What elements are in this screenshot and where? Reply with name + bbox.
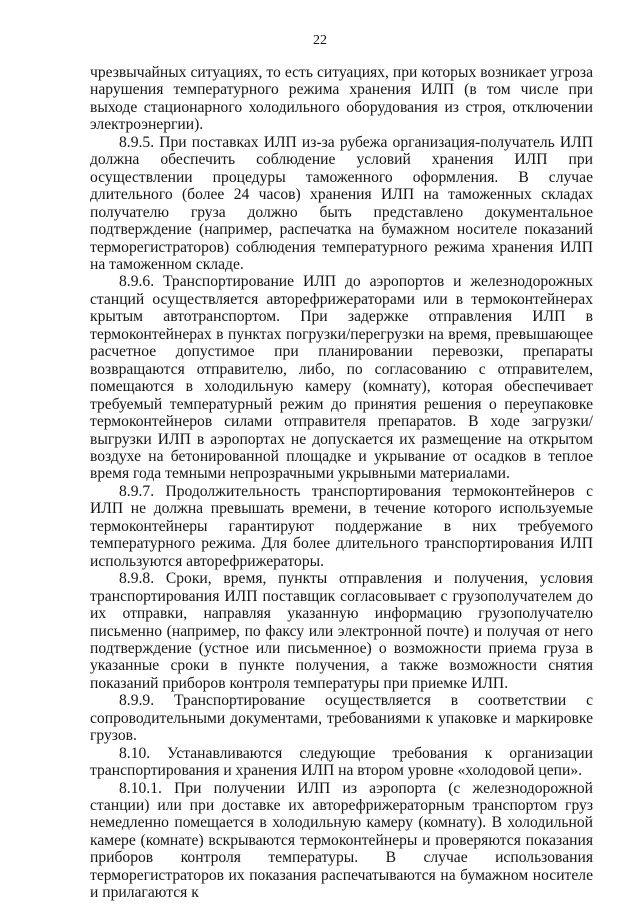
paragraph-8-9-8: 8.9.8. Сроки, время, пункты отправления и получения, условия транспортирования ИЛП поставщик согласовывает с грузополучателем до их отправки, направляя указанную информацию грузополучателю письменно (например, по факсу или электронной почте) и получая от него подтверждение (устное или письменное) о возможности приема груза в указанные сроки в пункте получения, а также возможности снятия показаний приборов контроля температуры при приемке ИЛП. [90,570,593,692]
paragraph-8-9-5: 8.9.5. При поставках ИЛП из-за рубежа организация-получатель ИЛП должна обеспечить соблюдение условий хранения ИЛП при осуществлении процедуры таможенного оформления. В случае длительного (более 24 часов) хранения ИЛП на таможенных складах получателю груза должно быть представлено документальное подтверждение (например, распечатка на бумажном носителе показаний терморегистраторов) соблюдения температурного режима хранения ИЛП на таможенном складе. [90,133,593,273]
page-number: 22 [313,33,327,48]
paragraph-continuation: чрезвычайных ситуациях, то есть ситуациях, при которых возникает угроза нарушения температурного режима хранения ИЛП (в том числе при выходе стационарного холодильного оборудования из строя, отключении электроэнергии). [90,64,593,134]
paragraph-8-10-1: 8.10.1. При получении ИЛП из аэропорта (с железнодорожной станции) или при доставке их авторефрижераторным транспортом груз немедленно помещается в холодильную камеру (комнату). В холодильной камере (комнате) вскрываются термоконтейнеры и проверяются показания приборов контроля температуры. В случае использования терморегистраторов их показания распечатываются на бумажном носителе и прилагаются к [90,779,593,902]
paragraph-8-9-6: 8.9.6. Транспортирование ИЛП до аэропортов и железнодорожных станций осуществляется авторефрижераторами или в термоконтейнерах крытым автотранспортом. При задержке отправления ИЛП в термоконтейнерах в пунктах погрузки/перегрузки на время, превышающее расчетное допустимое при планировании перевозки, препараты возвращаются отправителю, либо, по согласованию с отправителем, помещаются в холодильную камеру (комнату), которая обеспечивает требуемый температурный режим до принятия решения о переупаковке термоконтейнеров силами отправителя препаратов. В ходе загрузки/выгрузки ИЛП в аэропортах не допускается их размещение на открытом воздухе на бетонированной площадке и укрывание от осадков в теплое время года темными непрозрачными укрывными материалами. [90,273,593,483]
document-body [90,64,593,902]
paragraph-8-9-7: 8.9.7. Продолжительность транспортирования термоконтейнеров с ИЛП не должна превышать времени, в течение которого используемые термоконтейнеры гарантируют поддержание в них требуемого температурного режима. Для более длительного транспортирования ИЛП используются авторефрижераторы. [90,482,593,570]
paragraph-8-10: 8.10. Устанавливаются следующие требования к организации транспортирования и хранения ИЛП на втором уровне «холодовой цепи». [90,744,593,780]
paragraph-8-9-9: 8.9.9. Транспортирование осуществляется в соответствии с сопроводительными документами, требованиями к упаковке и маркировке грузов. [90,692,593,745]
